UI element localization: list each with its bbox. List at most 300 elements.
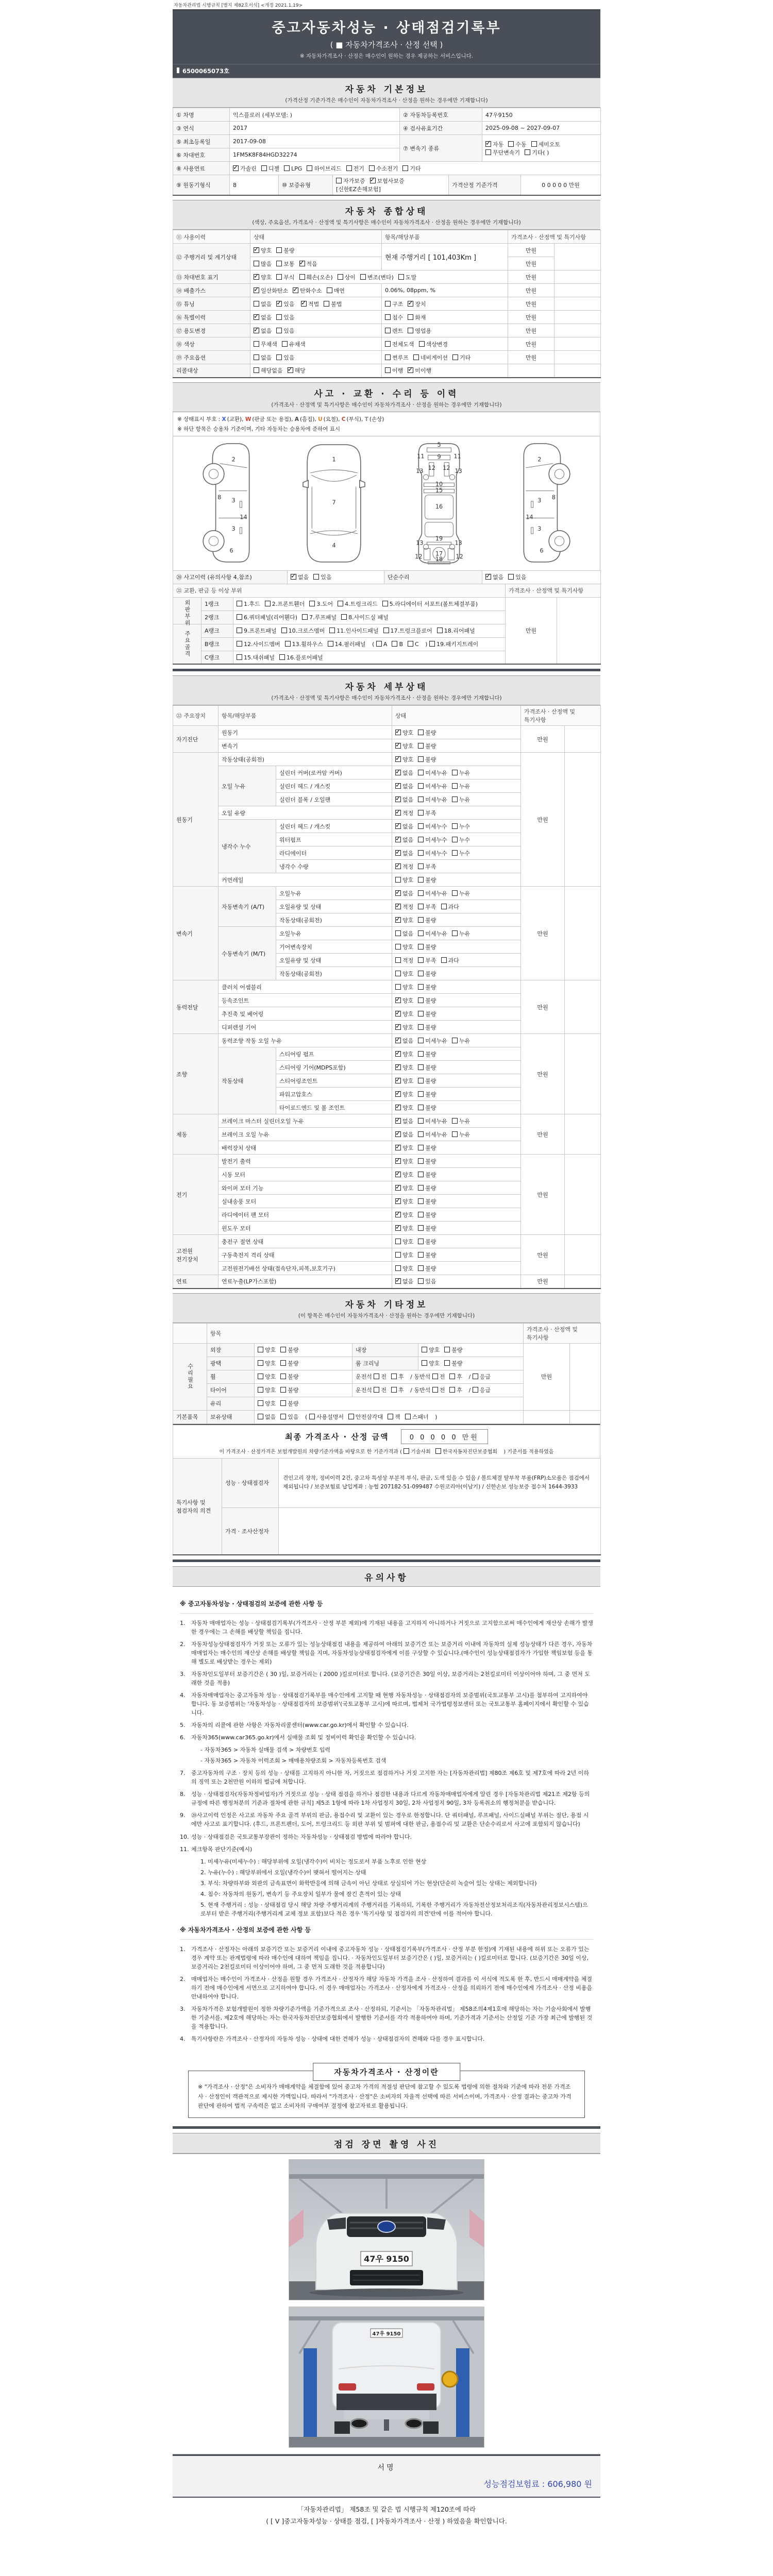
checkbox-option[interactable]: 불량 [418,1010,436,1018]
checkbox-option[interactable]: ✓ 양호 [395,996,413,1005]
checkbox-option[interactable]: 렌트 [385,327,403,335]
checkbox-option[interactable]: 불량 [418,742,436,750]
checkbox-option[interactable]: ✓ 없음 [395,769,413,777]
checkbox-option[interactable]: 누유 [452,782,470,790]
checkbox-option[interactable]: 사용설명서 [309,1413,344,1421]
section-title: 유의사항 [364,1573,409,1583]
checkbox-option[interactable]: 양호 [422,1359,440,1367]
checkbox-option[interactable]: 없음 [254,353,272,362]
amount-cell: 만원 [506,597,557,664]
checkbox-option[interactable]: 전 [432,1386,445,1394]
checkbox-option[interactable]: 있음 [276,353,294,362]
checkbox-option[interactable]: 4.트렁크리드 [338,600,378,608]
checkbox-option[interactable]: ✓ 양호 [395,1171,413,1179]
checkbox-icon [279,654,285,660]
checkbox-option[interactable]: ✓ 적정 [395,809,413,817]
checkbox-option[interactable]: 없음 [258,1413,276,1421]
checkbox-option[interactable]: 10.크로스멤버 [281,626,325,635]
legend-symbol: X [222,416,226,422]
checkbox-icon [395,917,401,923]
checkbox-option[interactable]: 부족 [418,862,436,871]
notice-item-text: 자동차인도일부터 보증기간은 ( 30 )일, 보증거리는 ( 2000 )킬로미터로 합니다. (보증기간은 30일 이상, 보증거리는 2천킬로미터 이상이어야 하며, 그 중 먼저 도래한 것을 적용) [191,1670,591,1686]
checkbox-option[interactable]: 전 [432,1372,445,1381]
panel-number-label: 13 [416,539,424,546]
section-subtitle: (가격조사 · 산정액 및 특기사항은 매수인이 자동차가격조사 · 산정을 원하는 경우에만 기재합니다) [271,401,502,408]
checkbox-option[interactable]: 1.후드 [237,600,260,608]
checkbox-option[interactable]: 적정 [395,956,413,964]
checkbox-icon [418,1172,424,1177]
checkbox-option[interactable]: 불량 [418,1238,436,1246]
checkbox-option[interactable]: 누유 [452,795,470,804]
checkbox-option[interactable]: ✓양호 [254,246,272,255]
checkbox-option[interactable]: 색상변경 [419,340,448,348]
device-label: 제동 [173,1114,219,1155]
checkbox-option[interactable]: 6.쿼터패널(리어휀다) [237,613,297,621]
checkbox-option[interactable]: 불량 [418,983,436,991]
checkbox-option[interactable]: 양호 [395,876,413,884]
checkbox-option[interactable]: 없음 [254,300,272,308]
checkbox-option[interactable]: 14.필러패널 [328,640,366,648]
checkbox-option[interactable]: ✓ 양호 [395,1157,413,1165]
category-label: 자동변속기 (A/T) [219,887,276,927]
checkbox-option[interactable]: 매연 [327,286,345,295]
checkbox-option[interactable]: 11.인사이드패널 [329,626,378,635]
panel-number-label: 13 [416,467,424,474]
document-subtitle: ( ■ 자동차가격조사 · 산정 선택 ) [330,40,443,49]
checkbox-option[interactable]: ✓ 적정 [395,862,413,871]
checkbox-option[interactable]: 불량 [280,1399,298,1408]
checkbox-option[interactable]: ✓ 없음 [291,573,309,581]
checkbox-option[interactable]: 17.트렁크플로어 [383,626,432,635]
state-cell [392,980,521,994]
basic-info-table-2 [173,175,601,196]
panel-number-label: 6 [540,547,544,554]
checkbox-option[interactable]: 양호 [395,1251,413,1259]
checkbox-option[interactable]: ✓ 없음 [395,836,413,844]
checkbox-option[interactable]: LPG [284,165,302,172]
checkbox-option[interactable]: 전기 [346,164,364,173]
checkbox-option[interactable]: C [408,641,419,648]
checkbox-icon [276,328,282,333]
state-cell [392,900,521,913]
appraiser-label: 가격 · 조사산정자 [222,1507,279,1555]
checkbox-option[interactable]: 불량 [418,1224,436,1232]
checkbox-option[interactable]: ✓ 양호 [395,1010,413,1018]
item-label: 충전구 절연 상태 [219,1235,392,1248]
checkbox-option[interactable]: 하이브리드 [307,164,341,173]
notice-item-text: 매매업자는 매수인이 가격조사 · 산정을 원할 경우 가격조사 · 산정자가 해당 자동차 가격을 조사 · 산정하여 결과를 이 서식에 적도록 한 후, 반드시 매매계약을 체결하기 전에 매수인에게 서면으로 고지하여야 합니다. 이 경우 매매업자는 가격조사 · 산정자에게 가격조사 · 산정을 의뢰하기 전에 매수인에게 가격조사 · 산정 비용을 안내하여야 합니다. [191,1975,593,2000]
checkbox-option[interactable]: 훼손(오손) [299,273,333,281]
checkbox-option[interactable]: 없음 [395,929,413,938]
accident-history-options [288,570,384,584]
state-cell [392,1128,521,1141]
checkbox-icon [444,1347,450,1352]
checkbox-icon [254,261,259,266]
checkbox-option[interactable]: 수소전기 [369,164,398,173]
checkbox-option[interactable]: 양호 [258,1346,276,1354]
row-label: ⑰ 용도변경 [173,324,250,337]
checkbox-option[interactable]: 불량 [444,1346,462,1354]
checkbox-option[interactable]: 이행 [385,366,403,375]
checkbox-icon [418,890,424,896]
checkbox-option[interactable]: 후 [449,1372,462,1381]
checkbox-option[interactable]: 누수 [452,836,470,844]
checkbox-option[interactable]: 양호 [258,1386,276,1394]
checkbox-option[interactable]: 세미오토 [531,140,561,148]
checkbox-option[interactable]: 부족 [418,903,436,911]
checkbox-option[interactable]: 있음 [276,313,294,321]
state-cell [250,337,382,351]
checkbox-option[interactable]: 불량 [418,1144,436,1152]
legend-symbol: A [294,416,299,422]
checkbox-option[interactable]: 자가보증 [336,177,365,185]
checkbox-icon [485,141,491,147]
checkbox-icon [395,1024,401,1030]
checkbox-option[interactable]: 디젤 [261,164,279,173]
table-header-row [173,706,601,726]
checkbox-option[interactable]: 전 [374,1386,386,1394]
checkbox-option[interactable]: 불량 [418,996,436,1005]
checkbox-option[interactable]: ✓ 없음 [395,795,413,804]
device-label: 전기 [173,1155,219,1235]
checkbox-option[interactable]: 양호 [395,983,413,991]
checkbox-option[interactable]: 19.패키지트레이 [429,640,478,648]
checkbox-option[interactable]: ✓ 양호 [395,1211,413,1219]
checkbox-icon [418,997,424,1003]
notice-item [180,2035,593,2043]
checkbox-option[interactable]: ✓ 미이행 [408,366,431,375]
checkbox-icon [233,165,239,171]
checkbox-option[interactable]: 8.사이드실 패널 [341,613,389,621]
checkbox-option[interactable]: 불량 [418,1211,436,1219]
checkbox-option[interactable]: ✓ 양호 [395,1023,413,1031]
item-label: 기어변속장치 [276,940,392,954]
checkbox-option[interactable]: 누수 [452,822,470,831]
checkbox-option[interactable]: 불량 [418,755,436,764]
checkbox-option[interactable]: 미세누유 [418,795,447,804]
checkbox-option[interactable]: ✓ 양호 [395,1090,413,1098]
checkbox-icon [395,743,401,749]
checkbox-option[interactable]: 무채색 [254,340,277,348]
checkbox-option[interactable]: 양호 [258,1372,276,1381]
checkbox-option[interactable]: 불량 [418,1077,436,1085]
checkbox-option[interactable]: 양호 [258,1399,276,1408]
checkbox-option[interactable]: 상이 [338,273,356,281]
item-label: 실린더 블록 / 오일팬 [276,793,392,806]
checkbox-option[interactable]: 스패너 [405,1413,429,1421]
amount-cell: 만원 [508,311,554,324]
panel-number-label: 12 [415,553,423,560]
checkbox-option[interactable]: ✓ 적정 [395,903,413,911]
checkbox-icon [338,274,343,280]
checkbox-option[interactable]: ✓ 양호 [395,916,413,924]
header-state: 상태 [250,230,382,244]
note-cell [565,1034,601,1114]
checkbox-option[interactable]: ✓ 양호 [395,1197,413,1206]
checkbox-option[interactable]: 미세누수 [418,822,447,831]
checkbox-option[interactable]: ✓ 없음 [254,313,272,321]
checkbox-option[interactable]: ✓ 없음 [395,1037,413,1045]
checkbox-option[interactable]: ✓ 없음 [395,1130,413,1139]
checkbox-option[interactable]: 18.리어패널 [437,626,475,635]
checkbox-icon [370,178,376,183]
checkbox-option[interactable]: 불량 [280,1346,298,1354]
checkbox-option[interactable]: 잭 [388,1413,400,1421]
notice-item-text: 자동차 매매업자는 성능 · 상태점검기록부(가격조사 · 산정 부분 제외)에 기재된 내용을 고지하지 아니하거나 거짓으로 고지함으로써 매수인에게 재산상 손해가 발생한 경우에는 그 손해를 배상할 책임을 집니다. [191,1619,593,1635]
checkbox-option[interactable]: 있음 [508,573,526,581]
checkbox-icon [385,354,391,360]
section-title: 자동차 세부상태 [345,682,428,692]
checkbox-option[interactable]: 미세누수 [418,836,447,844]
checkbox-option[interactable]: 불량 [418,1063,436,1072]
checkbox-option[interactable]: 전 [374,1372,386,1381]
checkbox-option[interactable]: 15.대쉬패널 [237,653,275,662]
checkbox-option[interactable]: 불량 [418,943,436,951]
checkbox-option[interactable]: ✓ 없음 [485,573,503,581]
checkbox-option[interactable]: ✓ 일산화탄소 [254,286,288,295]
checkbox-option[interactable]: 불량 [418,1104,436,1112]
checkbox-option[interactable]: 미세누유 [418,929,447,938]
checkbox-option[interactable]: 불량 [280,1359,298,1367]
checkbox-option[interactable]: 변조(변타) [360,273,394,281]
checkbox-option[interactable]: 기타( ) [525,148,549,157]
item-label: 룸 크리닝 [352,1357,418,1370]
amount-cell: 만원 [508,324,554,337]
checkbox-option[interactable]: 부족 [418,956,436,964]
checkbox-option[interactable]: ✓ 없음 [395,822,413,831]
checkbox-option[interactable]: 있음 [276,327,294,335]
checkbox-option[interactable]: 누유 [452,1130,470,1139]
panel-number-label: 16 [435,503,443,510]
checkbox-option[interactable]: 불량 [418,1264,436,1273]
checkbox-option[interactable]: 누유 [452,769,470,777]
checkbox-icon [382,601,388,606]
checkbox-option[interactable]: 불량 [418,1023,436,1031]
checkbox-option[interactable]: 9.프론트패널 [237,626,277,635]
checkbox-option[interactable]: 해당없음 [254,366,283,375]
rank-parts [233,637,506,651]
checkbox-icon [276,247,282,253]
section-title: 자동차 기타정보 [345,1299,428,1310]
legend-description: (판금 또는 용접), [252,416,295,422]
checkbox-option[interactable]: 보통 [276,260,294,268]
checkbox-option[interactable]: 한국자동차진단보증협회 [435,1447,497,1455]
state-cell [250,364,382,378]
state-cell [255,1343,352,1357]
checkbox-option[interactable]: 미세누유 [418,1117,447,1125]
checkbox-option[interactable]: ✓ 해당 [288,366,306,375]
checkbox-option[interactable]: ✓ 가솔린 [233,164,257,173]
checkbox-option[interactable]: 2.프론트휀더 [265,600,305,608]
transmission-label: ⑦ 변속기 종류 [400,135,482,162]
checkbox-option[interactable]: 16.플로어패널 [279,653,323,662]
checkbox-option[interactable]: ✓ 있음 [276,300,294,308]
checkbox-option[interactable]: 있음 [418,1277,436,1285]
state-cell [392,1021,521,1034]
checkbox-icon [435,1448,441,1454]
checkbox-option[interactable]: ✓ 없음 [395,1277,413,1285]
checkbox-option[interactable]: ✓ 탄화수소 [293,286,322,295]
hose-reel [442,2371,458,2387]
checkbox-option[interactable]: 미세누수 [418,849,447,857]
checkbox-option[interactable]: 유채색 [282,340,306,348]
checkbox-option[interactable]: 후 [449,1386,462,1394]
checkbox-option[interactable]: B [392,641,403,648]
checkbox-option[interactable]: 3.도어 [309,600,333,608]
checkbox-option[interactable]: ✓ 없음 [395,1117,413,1125]
checkbox-option[interactable]: ✓ 적음 [299,260,317,268]
checkbox-option[interactable]: ✓ 양호 [395,1224,413,1232]
checkbox-option[interactable]: 불량 [418,1157,436,1165]
checkbox-option[interactable]: 침수 [385,313,403,321]
checkbox-option[interactable]: 누유 [452,1117,470,1125]
checkbox-option[interactable]: ✓ 없음 [395,889,413,897]
checkbox-option[interactable]: 구조 [385,300,403,308]
checkbox-option[interactable]: 영업용 [408,327,431,335]
checkbox-icon [392,641,397,647]
checkbox-icon [452,770,458,775]
checkbox-option[interactable]: 12.사이드멤버 [237,640,280,648]
checkbox-option[interactable]: 7.루프패널 [302,613,337,621]
checkbox-option[interactable]: 불량 [444,1359,462,1367]
checkbox-option[interactable]: 응급 [473,1386,491,1394]
checkbox-option[interactable]: 불량 [418,970,436,978]
checkbox-option[interactable]: 부족 [418,809,436,817]
checkbox-option[interactable]: 후 [391,1386,404,1394]
checkbox-option[interactable]: ✓ 양호 [395,1077,413,1085]
notice-item [180,1640,593,1666]
checkbox-option[interactable]: ✓ 장치 [408,300,426,308]
checkbox-option[interactable]: ✓ 양호 [395,728,413,737]
checkbox-option[interactable]: ✓ 적법 [301,300,319,308]
checkbox-option[interactable]: ✓ 없음 [395,849,413,857]
checkbox-option[interactable]: 5.라디에이터 서포트(볼트체결부품) [382,600,478,608]
checkbox-option[interactable]: 불량 [418,916,436,924]
item-label: 실린더 커버(로커암 커버) [276,766,392,779]
checkbox-option[interactable]: 미세누유 [418,769,447,777]
checkbox-option[interactable]: 과다 [441,903,459,911]
checkbox-option[interactable]: 불량 [418,1184,436,1192]
checkbox-icon [418,1252,424,1258]
section-subtitle: (색상, 주요옵션, 가격조사 · 산정액 및 특기사항은 매수인이 자동차가격조사 · 산정을 원하는 경우에만 기재합니다) [252,219,521,226]
checkbox-option[interactable]: ✓ 없음 [395,782,413,790]
panel-number-label: 13 [455,467,462,474]
legend-symbol: W [245,416,251,422]
checkbox-option[interactable]: 안전삼각대 [348,1413,383,1421]
checkbox-option[interactable]: 수동 [508,140,526,148]
checkbox-option[interactable]: ✓ 양호 [395,1050,413,1058]
checkbox-option[interactable]: 미세누유 [418,782,447,790]
state-symbol-legend [173,412,600,425]
checkbox-option[interactable]: 불량 [280,1386,298,1394]
checkbox-option[interactable]: 양호 [422,1346,440,1354]
checkbox-option[interactable]: 불량 [418,1171,436,1179]
checkbox-option[interactable]: ✓ 양호 [395,742,413,750]
checkbox-option[interactable]: ✓ 보험사보증 [370,177,405,185]
checkbox-option[interactable]: 화재 [408,313,426,321]
legend-prefix: ※ 상태표시 부호 : [177,416,222,422]
checkbox-option[interactable]: 후 [391,1372,404,1381]
checkbox-icon [452,1131,458,1137]
checkbox-option[interactable]: 양호 [395,943,413,951]
checkbox-option[interactable]: 미세누유 [418,1037,447,1045]
checkbox-option[interactable]: 무단변속기 [485,148,520,157]
checkbox-option[interactable]: 기타 [402,164,421,173]
checkbox-option[interactable]: 불량 [418,876,436,884]
checkbox-option[interactable]: 누수 [452,849,470,857]
checkbox-option[interactable]: 많음 [254,260,272,268]
table-row [173,753,601,766]
checkbox-option[interactable]: 미세누유 [418,889,447,897]
checkbox-icon [309,1414,315,1419]
document-title-note: ※ 자동차가격조사 · 산정은 매수인이 원하는 경우 제공하는 서비스입니다. [299,53,474,59]
checkbox-option[interactable]: 양호 [258,1359,276,1367]
checkbox-option[interactable]: 부식 [276,273,294,281]
checkbox-option[interactable]: ✓ 양호 [395,1184,413,1192]
checkbox-option[interactable]: 양호 [395,970,413,978]
legend-symbol: T [364,416,368,422]
checkbox-option[interactable]: ✓ 양호 [395,1063,413,1072]
checkbox-option[interactable]: 불량 [418,1251,436,1259]
photo-front-illustration [289,2160,484,2300]
checkbox-option[interactable]: 썬루프 [385,353,409,362]
checkbox-option[interactable]: 누유 [452,889,470,897]
checkbox-option[interactable]: 기술사회 [404,1447,431,1455]
checkbox-icon [284,165,290,171]
checkbox-option[interactable]: 전체도색 [385,340,414,348]
item-label: 스티어링 펌프 [276,1047,392,1061]
checkbox-option[interactable]: 네비게이션 [413,353,448,362]
checkbox-option[interactable]: ✓ 양호 [395,755,413,764]
note-cell [554,351,601,364]
checkbox-option[interactable]: 불량 [418,1197,436,1206]
checkbox-option[interactable]: 있음 [313,573,331,581]
checkbox-option[interactable]: 누유 [452,1037,470,1045]
checkbox-option[interactable]: 불량 [280,1372,298,1381]
checkbox-option[interactable]: 불량 [418,1090,436,1098]
transmission-options [482,135,601,162]
note-cell [565,1235,601,1275]
checkbox-option[interactable]: 불량 [418,728,436,737]
checkbox-option[interactable]: 양호 [395,1264,413,1273]
accident-history-label: ⑳ 사고이력 (유의사항 4.참조) [173,570,288,584]
form-reference-note: 자동차관리법 시행규칙 [별지 제82호서식] <개정 2021.1.19> [173,0,600,10]
checkbox-option[interactable]: 13.휠하우스 [285,640,323,648]
note-prefix: 이 가격조사 · 산정가격은 보험개발원의 차량기준가액을 바탕으로 한 기준가격과 ( [219,1449,402,1455]
checkbox-option[interactable]: 누유 [452,929,470,938]
checkbox-option[interactable]: A [376,641,388,648]
checkbox-option[interactable]: ✓ 양호 [395,1104,413,1112]
checkbox-option[interactable]: ✓ 없음 [254,327,272,335]
checkbox-option[interactable]: 미세누유 [418,1130,447,1139]
checkbox-option[interactable]: ✓ 양호 [254,273,272,281]
checkbox-option[interactable]: 기타 [452,353,470,362]
table-row [173,597,601,611]
checkbox-option[interactable]: ✓ 양호 [395,1144,413,1152]
checkbox-option[interactable]: 불량 [276,246,294,255]
checkbox-icon [418,1225,424,1231]
checkbox-option[interactable]: ✓자동 [485,140,503,148]
checkbox-option[interactable]: 과다 [441,956,459,964]
checkbox-option[interactable]: 도말 [398,273,416,281]
detail-state-table [173,705,601,1289]
checkbox-option[interactable]: 있음 [280,1413,298,1421]
checkbox-option[interactable]: 응급 [473,1372,491,1381]
checkbox-option[interactable]: 불량 [418,1050,436,1058]
checkbox-option[interactable]: 양호 [395,1238,413,1246]
checkbox-option[interactable]: 불법 [324,300,342,308]
simple-repair-label: 단순수리 [384,570,482,584]
